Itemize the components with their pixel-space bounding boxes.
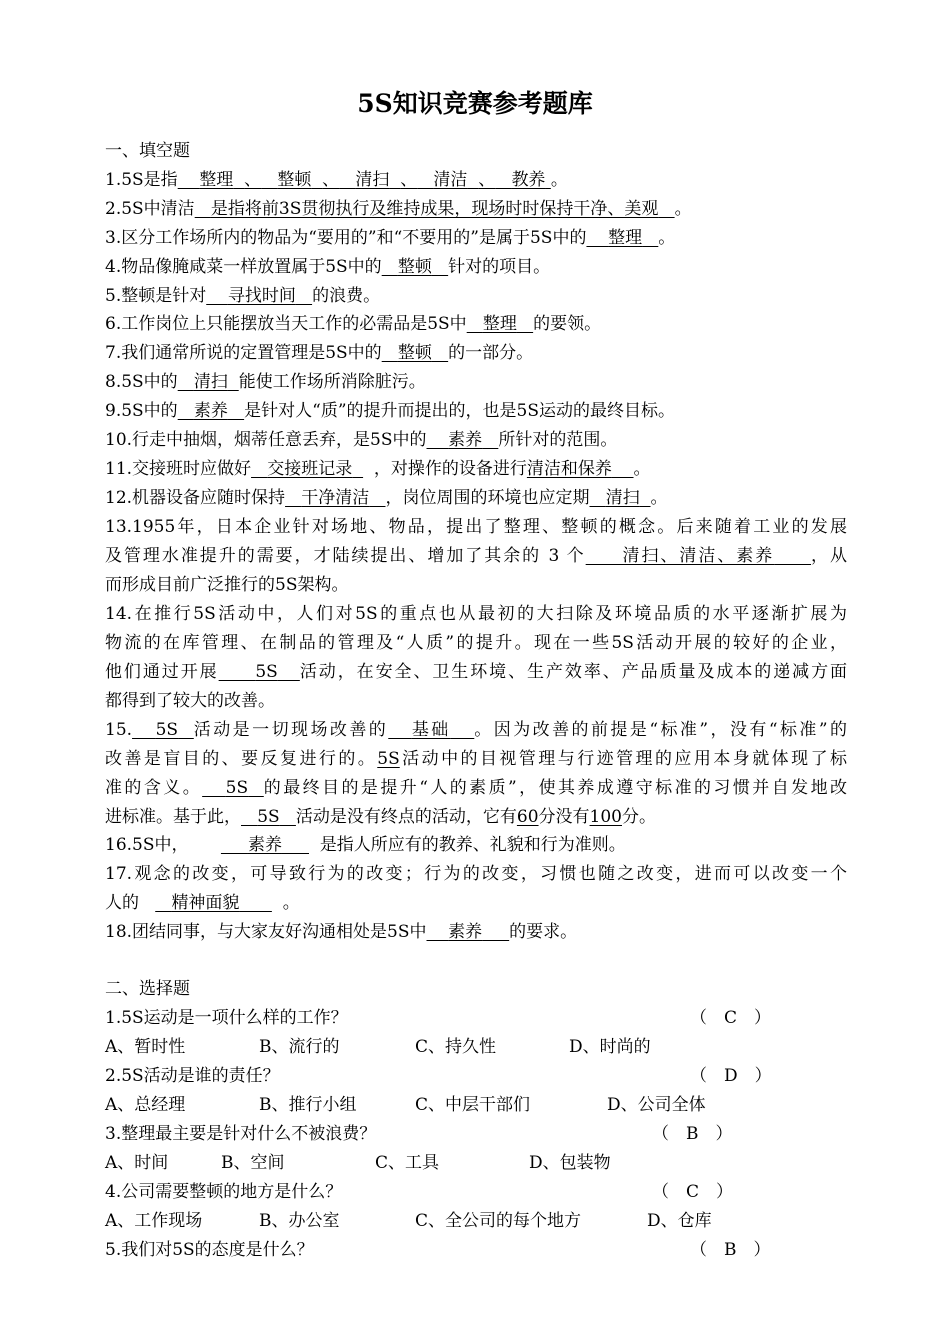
question-14-line-2: 物流的在库管理、在制品的管理及“人质”的提升。现在一些5S活动开展的较好的企业，	[105, 633, 847, 653]
question-16: 16.5S中， 素养 是指人所应有的教养、礼貌和行为准则。	[105, 835, 626, 855]
mc-question-5: 5.我们对5S的态度是什么？	[105, 1240, 314, 1260]
question-14-line-4: 都得到了较大的改善。	[105, 691, 275, 711]
question-4: 4.物品像腌咸菜一样放置属于5S中的 整顿 针对的项目。	[105, 257, 551, 277]
mc-question-2: 2.5S活动是谁的责任？	[105, 1066, 280, 1086]
mc-answer-4: （ C ）	[652, 1182, 734, 1202]
question-8: 8.5S中的 清扫 能使工作场所消除脏污。	[105, 372, 426, 392]
question-7: 7.我们通常所说的定置管理是5S中的 整顿 的一部分。	[105, 343, 534, 363]
mc-options-2: A、总经理 B、推行小组 C、中层干部们 D、公司全体	[105, 1095, 706, 1115]
question-5: 5.整顿是针对 寻找时间 的浪费。	[105, 286, 381, 306]
document-title: 5S知识竞赛参考题库	[357, 89, 593, 118]
question-6: 6.工作岗位上只能摆放当天工作的必需品是5S中 整理 的要领。	[105, 314, 602, 334]
question-9: 9.5S中的 素养 是针对人“质”的提升而提出的，也是5S运动的最终目标。	[105, 401, 675, 421]
question-1: 1.5S是指 整理 、 整顿 、 清扫 、 清洁 、 教养 。	[105, 170, 568, 190]
question-11: 11.交接班时应做好 交接班记录 ，对操作的设备进行清洁和保养 。	[105, 459, 651, 479]
mc-question-3: 3.整理最主要是针对什么不被浪费？	[105, 1124, 377, 1144]
mc-options-4: A、工作现场 B、办公室 C、全公司的每个地方 D、仓库	[105, 1211, 712, 1231]
question-15-line-1: 15. 5S 活动是一切现场改善的 基础 。因为改善的前提是“标准”，没有“标准”的	[105, 720, 848, 740]
question-13-line-2: 及管理水准提升的需要，才陆续提出、增加了其余的 3 个 清扫、清洁、素养 ，从	[105, 546, 848, 566]
question-10: 10.行走中抽烟，烟蒂任意丢弃，是5S中的 素养 所针对的范围。	[105, 430, 618, 450]
mc-question-4: 4.公司需要整顿的地方是什么？	[105, 1182, 343, 1202]
section-heading-multiple-choice: 二、选择题	[105, 979, 190, 999]
question-13-line-1: 13.1955年，日本企业针对场地、物品，提出了整理、整顿的概念。后来随着工业的发展	[105, 517, 847, 537]
question-17-line-2: 人的 精神面貌 。	[105, 893, 300, 913]
question-14-line-1: 14.在推行5S活动中，人们对5S的重点也从最初的大扫除及环境品质的水平逐渐扩展为	[105, 604, 847, 624]
question-17-line-1: 17.观念的改变，可导致行为的改变；行为的改变，习惯也随之改变，进而可以改变一个	[105, 864, 847, 884]
section-heading-fill-in: 一、填空题	[105, 141, 190, 161]
mc-options-3: A、时间 B、空间 C、工具 D、包装物	[105, 1153, 611, 1173]
mc-answer-1: （ C ）	[690, 1008, 772, 1028]
question-12: 12.机器设备应随时保持 干净清洁 ，岗位周围的环境也应定期 清扫 。	[105, 488, 668, 508]
question-18: 18.团结同事，与大家友好沟通相处是5S中 素养 的要求。	[105, 922, 578, 942]
mc-options-1: A、暂时性 B、流行的 C、持久性 D、时尚的	[105, 1037, 651, 1057]
question-15-line-3: 准的含义。 5S 的最终目的是提升“人的素质”，使其养成遵守标准的习惯并自发地改	[105, 778, 847, 798]
question-14-line-3: 他们通过开展 5S 活动，在安全、卫生环境、生产效率、产品质量及成本的递减方面	[105, 662, 848, 682]
mc-answer-2: （ D ）	[690, 1066, 772, 1086]
question-2: 2.5S中清洁 是指将前3S贯彻执行及维持成果，现场时时保持干净、美观 。	[105, 199, 692, 219]
mc-answer-3: （ B ）	[652, 1124, 733, 1144]
mc-question-1: 1.5S运动是一项什么样的工作？	[105, 1008, 348, 1028]
question-3: 3.区分工作场所内的物品为“要用的”和“不要用的”是属于5S中的 整理 。	[105, 228, 676, 248]
question-15-line-2: 改善是盲目的、要反复进行的。5S活动中的目视管理与行迹管理的应用本身就体现了标	[105, 749, 848, 769]
question-13-line-3: 而形成目前广泛推行的5S架构。	[105, 575, 349, 595]
question-15-line-4: 进标准。基于此， 5S 活动是没有终点的活动，它有60分没有100分。	[105, 807, 656, 827]
mc-answer-5: （ B ）	[690, 1240, 771, 1260]
